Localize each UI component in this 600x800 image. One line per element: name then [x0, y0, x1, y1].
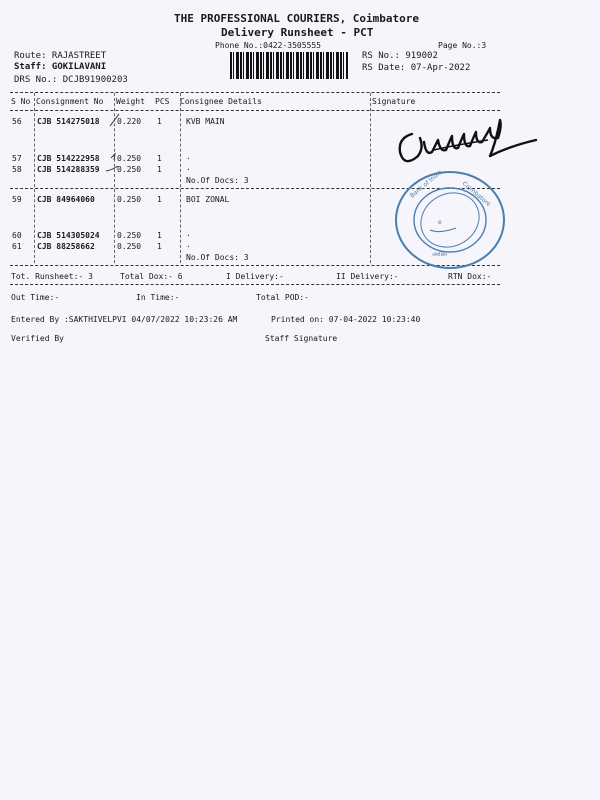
- route: Route: RAJASTREET: [14, 51, 107, 61]
- total-dox: Total Dox:- 6: [120, 272, 183, 281]
- svg-text:आरक्षित: आरक्षित: [432, 252, 447, 258]
- out-time: Out Time:-: [11, 293, 60, 302]
- verified-by: Verified By: [11, 334, 64, 343]
- tick-mark-icon: [108, 112, 122, 128]
- svg-text:Coimbatore: Coimbatore: [460, 180, 492, 208]
- company-title: THE PROFESSIONAL COURIERS, Coimbatore: [174, 12, 420, 25]
- docs-count: No.Of Docs: 3: [186, 253, 249, 262]
- rs-date: RS Date: 07-Apr-2022: [362, 63, 471, 73]
- column-rule: [180, 93, 181, 263]
- signature-icon: [390, 112, 540, 174]
- total-runsheet: Tot. Runsheet:- 3: [11, 272, 93, 281]
- runsheet-title: Delivery Runsheet - PCT: [221, 26, 374, 39]
- col-sno: S No: [11, 97, 31, 106]
- barcode: [230, 52, 348, 79]
- staff-signature-label: Staff Signature: [265, 334, 338, 343]
- column-rule: [34, 93, 35, 263]
- divider: [10, 284, 500, 285]
- first-delivery: I Delivery:-: [226, 272, 284, 281]
- entered-by: Entered By :SAKTHIVELPVI 04/07/2022 10:23:26 AM: [11, 315, 238, 324]
- rs-number: RS No.: 919002: [362, 51, 438, 61]
- second-delivery: II Delivery:-: [336, 272, 399, 281]
- col-signature: Signature: [372, 97, 416, 106]
- bank-stamp-icon: [392, 168, 508, 272]
- svg-text:Bank of India: Bank of India: [408, 168, 444, 200]
- page-number: Page No.:3: [438, 41, 487, 50]
- total-pod: Total POD:-: [256, 293, 309, 302]
- column-rule: [370, 93, 371, 263]
- staff: Staff: GOKILAVANI: [14, 62, 107, 72]
- phone-number: Phone No.:0422-3505555: [215, 41, 321, 50]
- col-consignment: Consignment No: [36, 97, 104, 106]
- col-weight: Weight: [116, 97, 145, 106]
- docs-count: No.Of Docs: 3: [186, 176, 249, 185]
- divider: [10, 92, 500, 93]
- printed-on: Printed on: 07-04-2022 10:23:40: [271, 315, 421, 324]
- divider: [10, 110, 500, 111]
- in-time: In Time:-: [136, 293, 180, 302]
- col-pcs: PCS: [155, 97, 170, 106]
- tick-mark-icon: [108, 148, 122, 162]
- svg-text:e: e: [438, 219, 442, 226]
- tick-mark-icon: [104, 164, 120, 174]
- col-consignee: Consignee Details: [180, 97, 262, 106]
- rtn-dox: RTN Dox:-: [448, 272, 492, 281]
- drs-number: DRS No.: DCJB91900203: [14, 75, 128, 85]
